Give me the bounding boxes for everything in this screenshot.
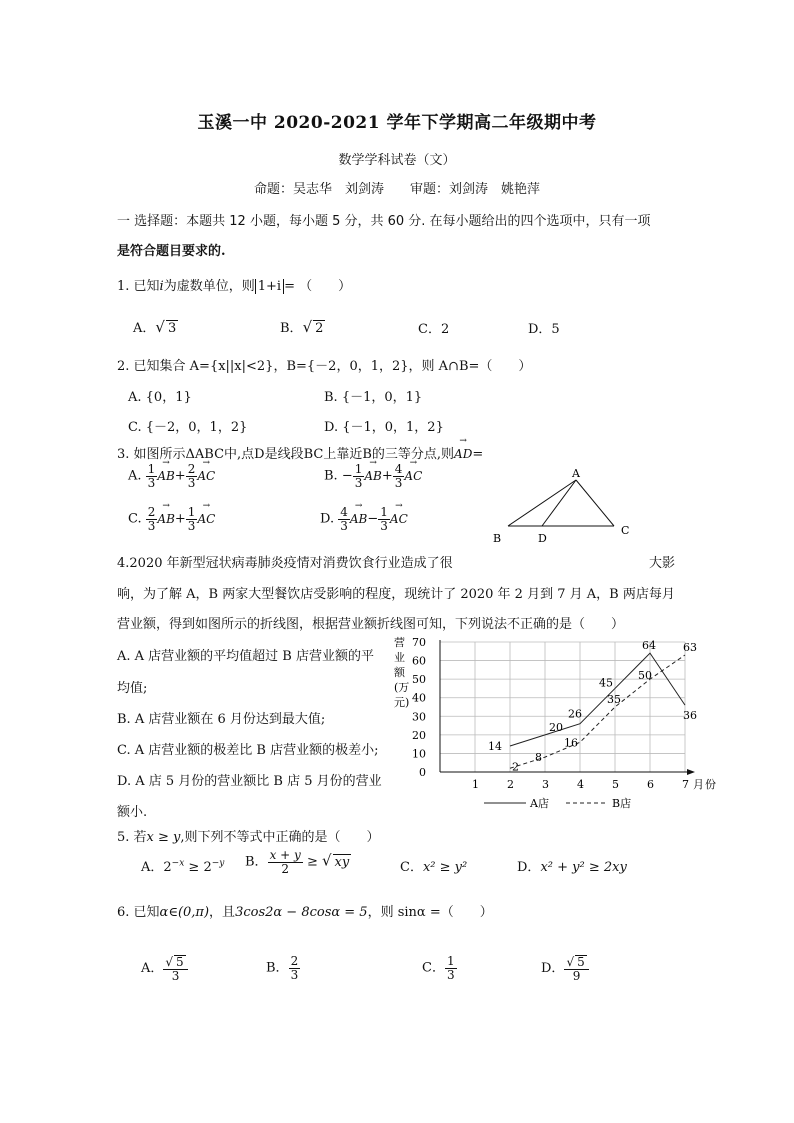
triangle-segment-ad xyxy=(542,480,576,526)
q3-eq: = xyxy=(472,447,484,462)
q1-var-i: i xyxy=(159,279,164,294)
page-title: 玉溪一中 2020-2021 学年下学期高二年级期中考 xyxy=(197,113,597,133)
chart-y-tick-label: 60 xyxy=(412,654,426,668)
q5-a-base1: 2 xyxy=(163,860,172,875)
q2-stem: 2. 已知集合 A={x||x|<2}，B={－2，0，1，2}，则 A∩B=（ ） xyxy=(117,359,532,374)
q6-option-b xyxy=(266,955,300,981)
q6-stem xyxy=(117,901,493,920)
q4-option-d-line2: 额小. xyxy=(117,805,148,820)
q4-option-c: C. A 店营业额的极差比 B 店营业额的极差小; xyxy=(117,743,379,758)
q3-c-op: + xyxy=(174,511,186,527)
chart-series-a-data-label: 20 xyxy=(549,720,563,734)
chart-x-tick-label: 6 xyxy=(647,778,654,791)
chart-y-axis-label-char: 营 xyxy=(394,636,405,649)
q6-b-den: 3 xyxy=(290,967,299,982)
chart-x-axis-arrow xyxy=(687,769,695,775)
q3-b-label: B. xyxy=(324,468,338,484)
q5-b-radicand: xy xyxy=(334,854,350,870)
q1-b-radicand: 2 xyxy=(315,321,324,336)
q5-c-label: C． xyxy=(400,860,423,875)
q6-d-radicand: 5 xyxy=(577,955,585,969)
q4-line1-right: 大影 xyxy=(649,556,676,571)
q3-option-b xyxy=(324,463,422,489)
q5-b-rel: ≥ xyxy=(306,854,318,870)
q3-a-den2: 3 xyxy=(187,475,196,490)
q3-b-op: + xyxy=(381,468,393,484)
triangle-side-ac xyxy=(576,480,614,526)
q3-a-vec-ac: → AC xyxy=(197,469,215,483)
q5-b-num: x + y xyxy=(269,848,301,862)
q6-mid: ，且 xyxy=(209,905,236,920)
q3-b-num1: 1 xyxy=(354,462,363,476)
q6-equation: 3cos2α − 8cosα = 5 xyxy=(235,905,368,920)
triangle-label-d: D xyxy=(538,532,547,545)
q1-prefix: 1. 已知 xyxy=(117,279,160,294)
q6-a-den: 3 xyxy=(171,968,180,983)
chart-x-axis-label-char: 月 xyxy=(693,778,704,791)
triangle-figure xyxy=(480,468,640,550)
q6-d-den: 9 xyxy=(572,968,581,983)
q4-line1-left: 4.2020 年新型冠状病毒肺炎疫情对消费饮食行业造成了很 xyxy=(117,556,453,571)
q5-a-label: A． xyxy=(141,860,164,875)
q1-option-a: A．√ 3 xyxy=(133,318,177,336)
q6-b-num: 2 xyxy=(290,954,299,968)
chart-x-tick-label: 2 xyxy=(507,778,514,791)
q5-option-b: B． $\frac{x + y}{2}$ ≥ √ xy xyxy=(245,848,350,876)
chart-x-tick-label: 1 xyxy=(472,778,479,791)
triangle-label-c: C xyxy=(621,524,630,537)
q6-condition: α∈(0,π) xyxy=(159,905,210,920)
q3-c-vec-ac: → AC xyxy=(197,512,215,526)
q3-stem-text: 3. 如图所示ΔABC中,点D是线段BC上靠近B的三等分点,则 xyxy=(117,447,455,462)
chart-series-b-data-label: 16 xyxy=(564,736,578,750)
chart-series-a-data-label: 14 xyxy=(488,740,502,753)
chart-x-tick-label: 3 xyxy=(542,778,549,791)
chart-legend-label: A店 xyxy=(530,797,549,810)
q2-option-d: D. {－1，0，1，2} xyxy=(324,420,444,435)
q6-option-a: A． $\frac{√ 5}{3}$ xyxy=(141,955,188,982)
section-heading-line2: 是符合题目要求的. xyxy=(117,244,226,259)
chart-series-b-data-label: 35 xyxy=(607,693,621,706)
q6-end: ，则 sinα =（ ） xyxy=(367,905,493,920)
revenue-line-chart xyxy=(388,632,716,816)
triangle-label-a: A xyxy=(572,467,580,480)
q6-d-label: D． xyxy=(541,961,565,977)
q5-end: ,则下列不等式中正确的是（ ） xyxy=(180,830,380,845)
chart-x-tick-label: 5 xyxy=(612,778,619,791)
q6-option-d: D． $\frac{√ 5}{9}$ xyxy=(541,955,589,982)
page-subtitle: 数学学科试卷（文） xyxy=(338,153,456,168)
q5-option-a xyxy=(141,856,224,875)
q6-option-c xyxy=(422,955,457,981)
q1-stem xyxy=(117,275,351,294)
q3-c-num2: 1 xyxy=(187,505,196,519)
q3-c-vec-ab: → AB xyxy=(157,512,174,526)
chart-series-b-data-label: 8 xyxy=(535,751,542,765)
q2-option-c: C. {－2，0，1，2} xyxy=(128,420,248,435)
chart-series-b-data-label: 2 xyxy=(512,760,519,774)
chart-series-a-line xyxy=(510,653,685,746)
chart-series-a-data-label: 64 xyxy=(642,639,656,653)
chart-y-axis-label-char: 额 xyxy=(394,666,405,679)
q4-option-a-line1: A. A 店营业额的平均值超过 B 店营业额的平 xyxy=(117,649,374,664)
q6-a-label: A． xyxy=(141,961,164,977)
chart-x-ticks xyxy=(472,778,716,791)
chart-y-tick-label: 20 xyxy=(412,728,426,742)
q1-end: = （ ） xyxy=(284,279,352,294)
q2-option-a: A. {0，1} xyxy=(128,390,192,405)
chart-x-tick-label: 4 xyxy=(577,778,584,791)
chart-y-tick-label: 50 xyxy=(412,673,426,687)
chart-y-axis-label xyxy=(394,635,409,709)
q3-vector-ad: → AD xyxy=(454,447,472,461)
q3-a-label: A. xyxy=(128,468,142,484)
q6-prefix: 6. 已知 xyxy=(117,905,160,920)
q6-c-label: C． xyxy=(422,960,445,976)
q1-abs-expr: 1+i xyxy=(255,279,284,294)
chart-series-b-data-label: 50 xyxy=(638,669,652,683)
q3-c-den1: 3 xyxy=(147,518,156,533)
q3-d-label: D. xyxy=(320,511,335,527)
q5-c-expr: x² ≥ y² xyxy=(422,860,468,875)
q1-b-label: B． xyxy=(280,321,303,336)
chart-x-axis-label-char: 份 xyxy=(705,778,716,791)
q2-option-b: B. {－1，0，1} xyxy=(324,390,423,405)
q4-line2: 响，为了解 A，B 两家大型餐饮店受影响的程度，现统计了 2020 年 2 月到 7 月 A，B 两店每月 xyxy=(117,587,675,602)
q1-mid: 为虚数单位，则 xyxy=(163,279,255,294)
chart-y-tick-label: 30 xyxy=(412,710,426,724)
q3-d-num2: 1 xyxy=(380,505,388,519)
q1-option-d: D．5 xyxy=(528,322,560,337)
q3-a-op: + xyxy=(174,468,186,484)
q3-option-d xyxy=(320,506,408,532)
chart-series-a-data-label: 45 xyxy=(599,676,613,690)
q5-a-exp2: −y xyxy=(211,858,225,869)
chart-y-axis-label-char: 元) xyxy=(394,696,410,709)
q3-d-den2: 3 xyxy=(380,518,388,533)
q5-a-base2: 2 xyxy=(203,860,212,875)
q5-condition: x ≥ y xyxy=(146,830,181,845)
chart-y-axis-label-char: 业 xyxy=(394,651,405,664)
q5-prefix: 5. 若 xyxy=(117,830,147,845)
q1-a-radicand: 3 xyxy=(167,321,177,336)
q6-c-den: 3 xyxy=(446,967,455,982)
chart-series-b-data-label: 63 xyxy=(683,641,697,654)
q5-b-den: 2 xyxy=(281,861,289,876)
q5-a-exp1: −x xyxy=(171,858,185,869)
q3-b-neg: − xyxy=(341,468,353,484)
q4-option-a-line2: 均值; xyxy=(117,681,148,696)
chart-y-tick-label: 70 xyxy=(412,636,426,649)
chart-y-ticks xyxy=(412,636,426,779)
q3-b-vec-ab: → AB xyxy=(364,469,381,483)
section-heading-line1: 一 选择题：本题共 12 小题，每小题 5 分，共 60 分. 在每小题给出的四个选项中，只有一项 xyxy=(117,214,651,229)
q3-c-num1: 2 xyxy=(147,505,156,519)
q3-d-den1: 3 xyxy=(340,518,348,533)
chart-series-a-data-label: 36 xyxy=(683,709,697,723)
triangle-side-ab xyxy=(508,480,576,526)
q3-d-vec-ac: → AC xyxy=(390,512,408,526)
q4-line3: 营业额，得到如图所示的折线图，根据营业额折线图可知，下列说法不正确的是（ ） xyxy=(117,617,625,632)
chart-y-tick-label: 10 xyxy=(412,747,426,761)
chart-y-tick-label: 0 xyxy=(419,766,426,779)
chart-y-tick-label: 40 xyxy=(412,691,426,705)
q5-option-c xyxy=(400,856,467,875)
chart-legend xyxy=(484,796,631,810)
q3-b-den1: 3 xyxy=(354,475,363,490)
chart-grid xyxy=(440,642,685,772)
q3-c-den2: 3 xyxy=(187,518,196,533)
q3-c-label: C. xyxy=(128,511,142,527)
q4-option-d-line1: D. A 店 5 月份的营业额比 B 店 5 月份的营业 xyxy=(117,774,382,789)
chart-y-axis-label-char: (万 xyxy=(394,681,410,694)
q6-b-label: B． xyxy=(266,960,289,976)
q5-d-label: D． xyxy=(517,860,541,875)
q1-option-c: C．2 xyxy=(418,322,450,337)
q1-a-label: A． xyxy=(133,321,156,336)
q3-b-den2: 3 xyxy=(394,475,403,490)
q3-a-num1: 1 xyxy=(147,462,156,476)
chart-legend-label: B店 xyxy=(612,797,632,810)
q5-d-expr: x² + y² ≥ 2xy xyxy=(540,860,627,875)
q3-d-num1: 4 xyxy=(340,505,348,519)
triangle-label-b: B xyxy=(493,532,502,545)
q3-d-op: − xyxy=(367,511,379,527)
q5-b-label: B． xyxy=(245,854,268,870)
q3-a-num2: 2 xyxy=(187,462,196,476)
chart-series-a-data-label: 26 xyxy=(568,707,582,721)
q6-a-radicand: 5 xyxy=(176,955,184,969)
q6-c-num: 1 xyxy=(446,954,455,968)
q3-option-a xyxy=(128,463,215,489)
q1-option-b: B．√ 2 xyxy=(280,318,324,336)
q5-stem xyxy=(117,826,380,845)
chart-x-tick-label: 7 xyxy=(682,778,689,791)
q5-option-d xyxy=(517,856,627,875)
authors-line: 命题：吴志华 刘剑涛 审题：刘剑涛 姚艳萍 xyxy=(253,182,540,197)
q3-d-vec-ab: → AB xyxy=(350,512,367,526)
q3-b-num2: 4 xyxy=(394,462,403,476)
q5-a-rel: ≥ xyxy=(184,860,204,875)
q4-option-b: B. A 店营业额在 6 月份达到最大值; xyxy=(117,712,326,727)
q3-a-den1: 3 xyxy=(147,475,156,490)
q3-a-vec-ab: → AB xyxy=(157,469,174,483)
q3-option-c xyxy=(128,506,215,532)
q3-b-vec-ac: → AC xyxy=(404,469,422,483)
